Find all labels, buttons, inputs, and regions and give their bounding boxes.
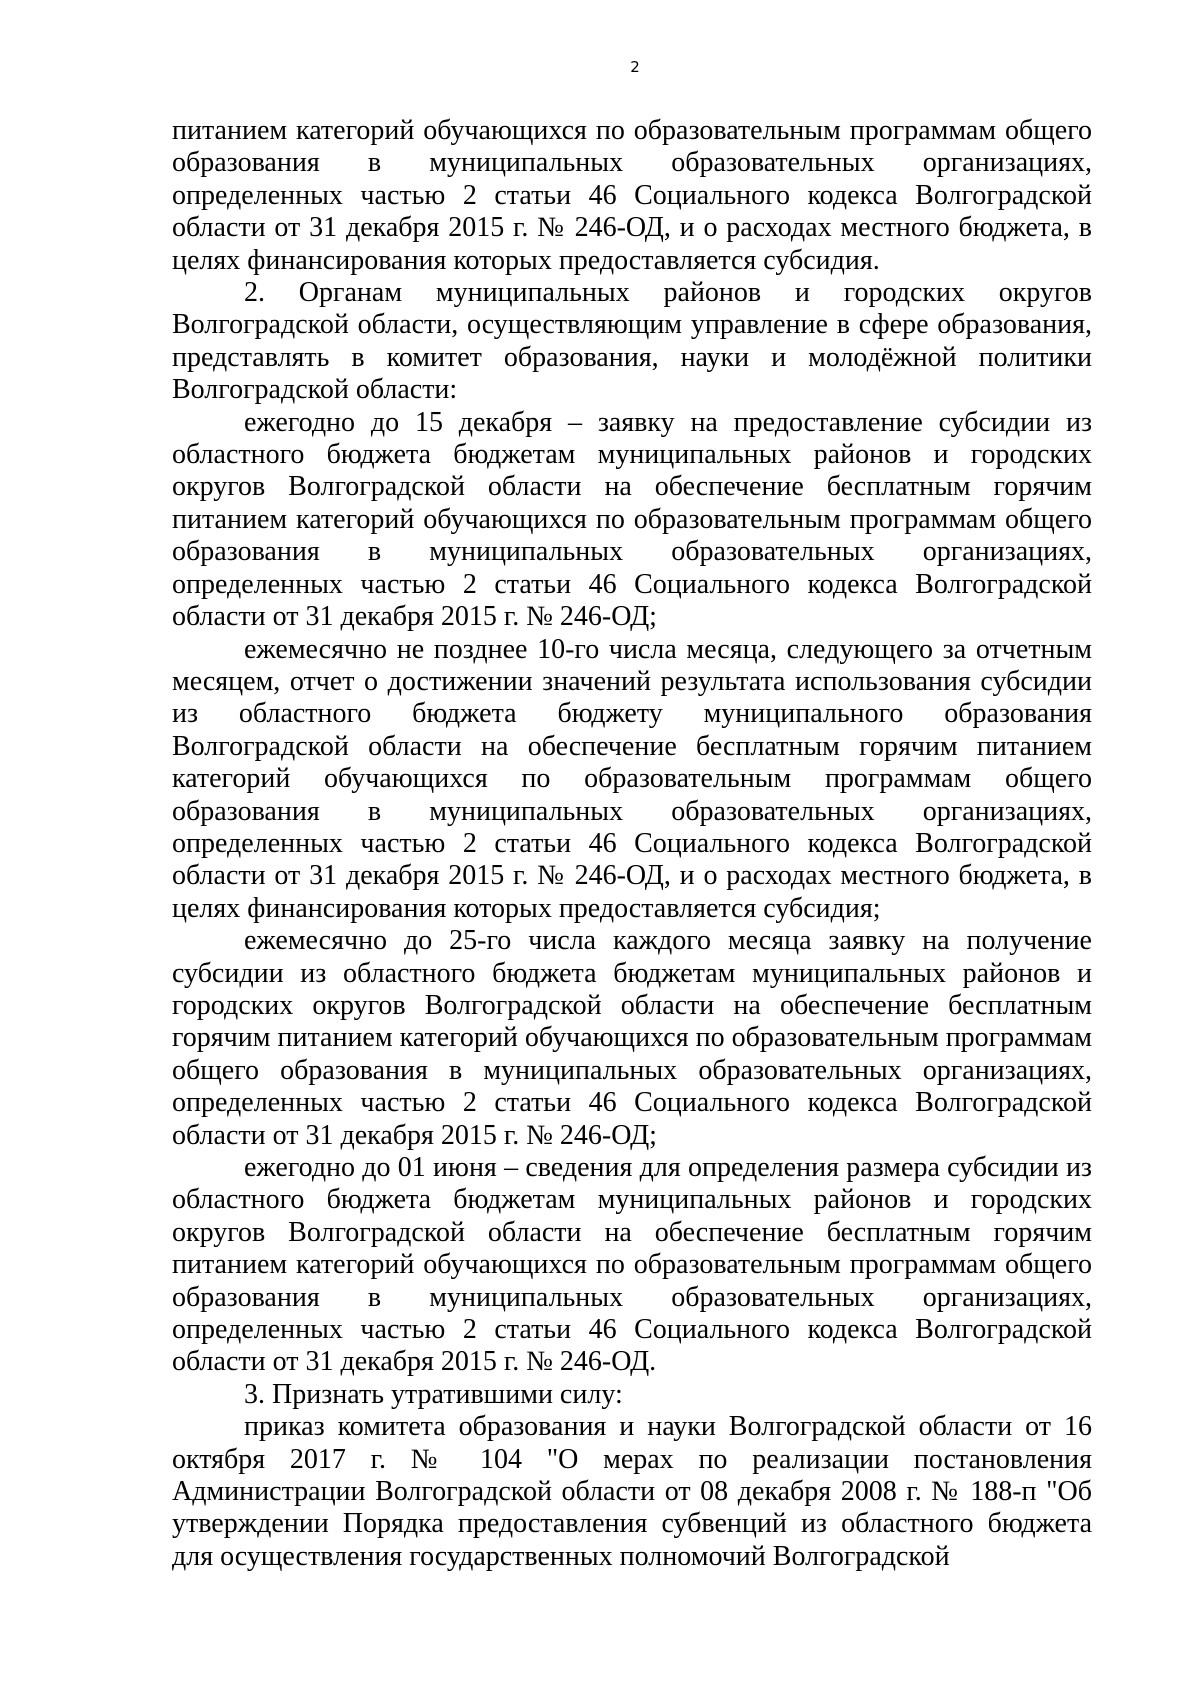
paragraph-continuation: питанием категорий обучающихся по образовательным программам общего образования в муниципальных образовательных организациях, определенных частью 2 статьи 46 Социального кодекса Волгоградской области от 31 декабря 2015 г. № 246-ОД, и о расходах местного бюджета, в целях финансирования которых предоставляется субсидия.	[172, 115, 1092, 276]
page-number: 2	[630, 58, 640, 76]
paragraph-item-2: 2. Органам муниципальных районов и городских округов Волгоградской области, осуществляющим управление в сфере образования, представлять в комитет образования, науки и молодёжной политики Волгоградской области:	[172, 277, 1092, 406]
paragraph-monthly-report: ежемесячно не позднее 10-го числа месяца, следующего за отчетным месяцем, отчет о достижении значений результата использования субсидии из областного бюджета бюджету муниципального образования Волгоградской области на обеспечение бесплатным горячим питанием категорий обучающихся по образовательным программам общего образования в муниципальных образовательных организациях, определенных частью 2 статьи 46 Социального кодекса Волгоградской области от 31 декабря 2015 г. № 246-ОД, и о расходах местного бюджета, в целях финансирования которых предоставляется субсидия;	[172, 633, 1092, 924]
document-body	[172, 115, 1092, 1573]
paragraph-monthly-request: ежемесячно до 25-го числа каждого месяца заявку на получение субсидии из областного бюджета бюджетам муниципальных районов и городских округов Волгоградской области на обеспечение бесплатным горячим питанием категорий обучающихся по образовательным программам общего образования в муниципальных образовательных организациях, определенных частью 2 статьи 46 Социального кодекса Волгоградской области от 31 декабря 2015 г. № 246-ОД;	[172, 925, 1092, 1151]
paragraph-order-repealed: приказ комитета образования и науки Волгоградской области от 16 октября 2017 г. № 104 "О мерах по реализации постановления Администрации Волгоградской области от 08 декабря 2008 г. № 188-п "Об утверждении Порядка предоставления субвенций из областного бюджета для осуществления государственных полномочий Волгоградской	[172, 1411, 1092, 1572]
paragraph-annual-request: ежегодно до 15 декабря – заявку на предоставление субсидии из областного бюджета бюджетам муниципальных районов и городских округов Волгоградской области на обеспечение бесплатным горячим питанием категорий обучающихся по образовательным программам общего образования в муниципальных образовательных организациях, определенных частью 2 статьи 46 Социального кодекса Волгоградской области от 31 декабря 2015 г. № 246-ОД;	[172, 406, 1092, 633]
paragraph-item-3: 3. Признать утратившими силу:	[244, 1378, 623, 1410]
paragraph-annual-info: ежегодно до 01 июня – сведения для определения размера субсидии из областного бюджета бюджетам муниципальных районов и городских округов Волгоградской области на обеспечение бесплатным горячим питанием категорий обучающихся по образовательным программам общего образования в муниципальных образовательных организациях, определенных частью 2 статьи 46 Социального кодекса Волгоградской области от 31 декабря 2015 г. № 246-ОД.	[172, 1152, 1092, 1378]
